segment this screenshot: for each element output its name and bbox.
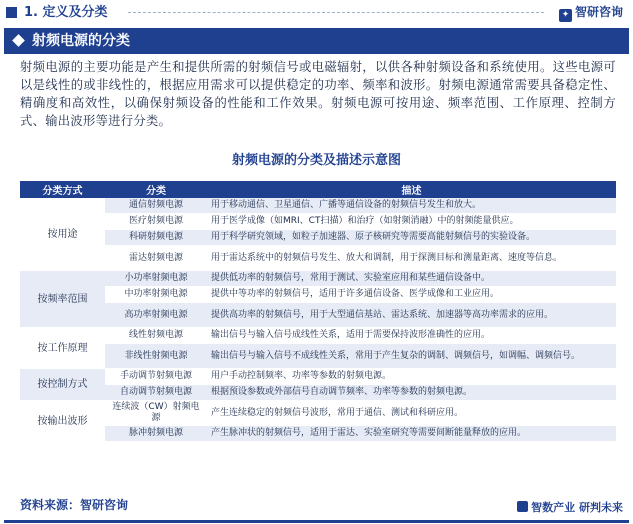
category-cell: 按用途	[20, 198, 105, 271]
type-cell: 雷达射频电源	[105, 246, 207, 271]
description-cell: 用于移动通信、卫星通信、广播等通信设备的射频信号发生和放大。	[207, 198, 616, 214]
type-cell: 手动调节射频电源	[105, 369, 207, 385]
description-cell: 提供高功率的射频信号，用于大型通信基站、雷达系统、加速器等高功率需求的应用。	[207, 303, 616, 328]
table-row	[20, 214, 616, 230]
page-title: 射频电源的分类	[32, 33, 130, 49]
description-cell: 用于医学成像（如MRI、CT扫描）和治疗（如射频消融）中的射频能量供应。	[207, 214, 616, 230]
type-cell: 通信射频电源	[105, 198, 207, 214]
table-row	[20, 426, 616, 442]
table-header-row	[20, 181, 616, 198]
section-title: 1. 定义及分类	[24, 5, 108, 20]
category-cell: 按输出波形	[20, 401, 105, 442]
type-cell: 高功率射频电源	[105, 303, 207, 328]
footer-logo-icon	[517, 501, 528, 512]
description-cell: 用于雷达系统中的射频信号发生、放大和调制，用于探测目标和测量距离、速度等信息。	[207, 246, 616, 271]
intro-paragraph: 射频电源的主要功能是产生和提供所需的射频信号或电磁辐射，以供各种射频设备和系统使用。这些电源可以是线性的或非线性的，根据应用需求可以提供稳定的功率、频率和波形。射频电源通常需要具备稳定性、精确度和高效性，以确保射频设备的性能和工作效果。射频电源可按用途、频率范围、工作原理、控制方式、输出波形等进行分类。	[20, 60, 616, 128]
section-marker-icon	[6, 7, 17, 18]
description-cell: 输出信号与输入信号成线性关系，适用于需要保持波形准确性的应用。	[207, 328, 616, 344]
brand-name: 智研咨询	[574, 5, 623, 19]
footer-brand	[517, 500, 623, 516]
type-cell: 连续波（CW）射频电源	[105, 401, 207, 426]
category-cell: 按控制方式	[20, 369, 105, 401]
table-row	[20, 369, 616, 385]
diamond-icon	[12, 34, 25, 47]
category-cell: 按频率范围	[20, 271, 105, 328]
type-cell: 脉冲射频电源	[105, 426, 207, 442]
table-row	[20, 401, 616, 426]
top-header	[0, 0, 633, 26]
description-cell: 输出信号与输入信号不成线性关系，常用于产生复杂的调制、调频信号，如调幅、调频信号。	[207, 344, 616, 369]
table-row	[20, 230, 616, 246]
description-cell: 提供中等功率的射频信号，适用于许多通信设备、医学成像和工业应用。	[207, 287, 616, 303]
footer-slogan: 智数产业 研判未来	[531, 501, 623, 514]
description-cell: 用户手动控制频率、功率等参数的射频电源。	[207, 369, 616, 385]
type-cell: 非线性射频电源	[105, 344, 207, 369]
table-row	[20, 287, 616, 303]
brand-icon: ✦	[559, 9, 572, 22]
table-row	[20, 385, 616, 401]
header-category: 分类方式	[20, 181, 105, 198]
classification-table	[20, 181, 616, 442]
type-cell: 医疗射频电源	[105, 214, 207, 230]
type-cell: 科研射频电源	[105, 230, 207, 246]
type-cell: 小功率射频电源	[105, 271, 207, 287]
table-row	[20, 246, 616, 271]
category-cell: 按工作原理	[20, 328, 105, 369]
table-row	[20, 303, 616, 328]
brand-logo	[559, 3, 623, 22]
description-cell: 提供低功率的射频信号，常用于测试、实验室应用和某些通信设备中。	[207, 271, 616, 287]
description-cell: 产生连续稳定的射频信号波形，常用于通信、测试和科研应用。	[207, 401, 616, 426]
table-caption: 射频电源的分类及描述示意图	[231, 153, 401, 168]
type-cell: 中功率射频电源	[105, 287, 207, 303]
type-cell: 线性射频电源	[105, 328, 207, 344]
header-divider	[128, 12, 544, 13]
table-row	[20, 271, 616, 287]
description-cell: 根据预设参数或外部信号自动调节频率、功率等参数的射频电源。	[207, 385, 616, 401]
description-cell: 产生脉冲状的射频信号，适用于雷达、实验室研究等需要间断能量释放的应用。	[207, 426, 616, 442]
header-type: 分类	[105, 181, 207, 198]
source-note: 资料来源：智研咨询	[20, 498, 129, 512]
bottom-divider	[4, 520, 629, 523]
table-row	[20, 198, 616, 214]
table-row	[20, 328, 616, 344]
header-description: 描述	[207, 181, 616, 198]
type-cell: 自动调节射频电源	[105, 385, 207, 401]
table-row	[20, 344, 616, 369]
title-bar	[4, 28, 629, 54]
description-cell: 用于科学研究领域，如粒子加速器、原子核研究等需要高能射频信号的实验设备。	[207, 230, 616, 246]
